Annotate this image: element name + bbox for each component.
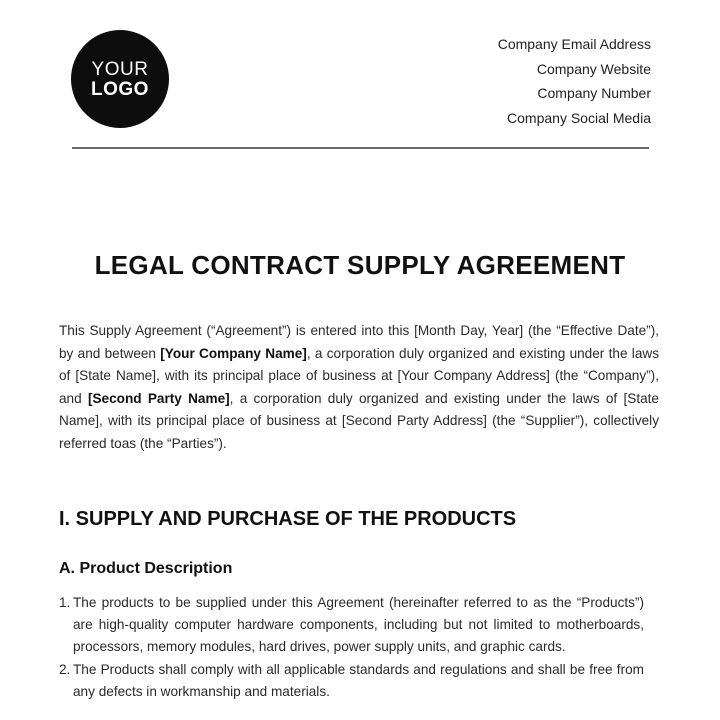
product-description-list	[59, 592, 644, 703]
company-email: Company Email Address	[497, 36, 651, 52]
intro-text-1: This Supply Agreement (“Agreement”) is entered into this [Month Day, Year] (the “Effective Date”), by and between	[59, 323, 659, 361]
list-item-text: The products to be supplied under this Agreement (hereinafter referred to as the “Products”) are high-quality computer hardware components, including but not limited to motherboards, processors, memory modules, hard drives, power supply units, and graphic cards.	[73, 595, 644, 655]
intro-text-2: , a corporation duly organized and existing under the laws of [State Name], with its principal place of business at [Your Company Address] (the “Company”), and	[59, 345, 659, 406]
logo-line-1: YOUR	[91, 58, 149, 80]
logo-line-2: LOGO	[91, 78, 149, 100]
intro-company-name: [Your Company Name]	[160, 345, 307, 361]
list-item-number: 2.	[59, 661, 71, 677]
intro-paragraph	[59, 320, 659, 456]
list-item	[59, 659, 644, 703]
company-logo	[71, 30, 169, 128]
header-divider	[72, 147, 649, 149]
list-item	[59, 592, 644, 659]
intro-second-party-name: [Second Party Name]	[87, 390, 230, 406]
company-contact-block	[498, 32, 651, 131]
subsection-heading: A. Product Description	[59, 560, 233, 577]
company-number: Company Number	[537, 85, 651, 102]
list-item-number: 1.	[59, 595, 71, 610]
list-item-text: The Products shall comply with all applicable standards and regulations and shall be free from any defects in workmanship and materials.	[73, 661, 644, 699]
company-website: Company Website	[536, 60, 651, 77]
document-title: LEGAL CONTRACT SUPPLY AGREEMENT	[94, 250, 626, 280]
section-heading: I. SUPPLY AND PURCHASE OF THE PRODUCTS	[59, 508, 517, 530]
intro-text-3: , a corporation duly organized and existing under the laws of [State Name], with its principal place of business at [Second Party Address] (the “Supplier”), collectively referred toas (the “Parties”).	[59, 390, 659, 451]
company-social-media: Company Social Media	[507, 110, 651, 127]
